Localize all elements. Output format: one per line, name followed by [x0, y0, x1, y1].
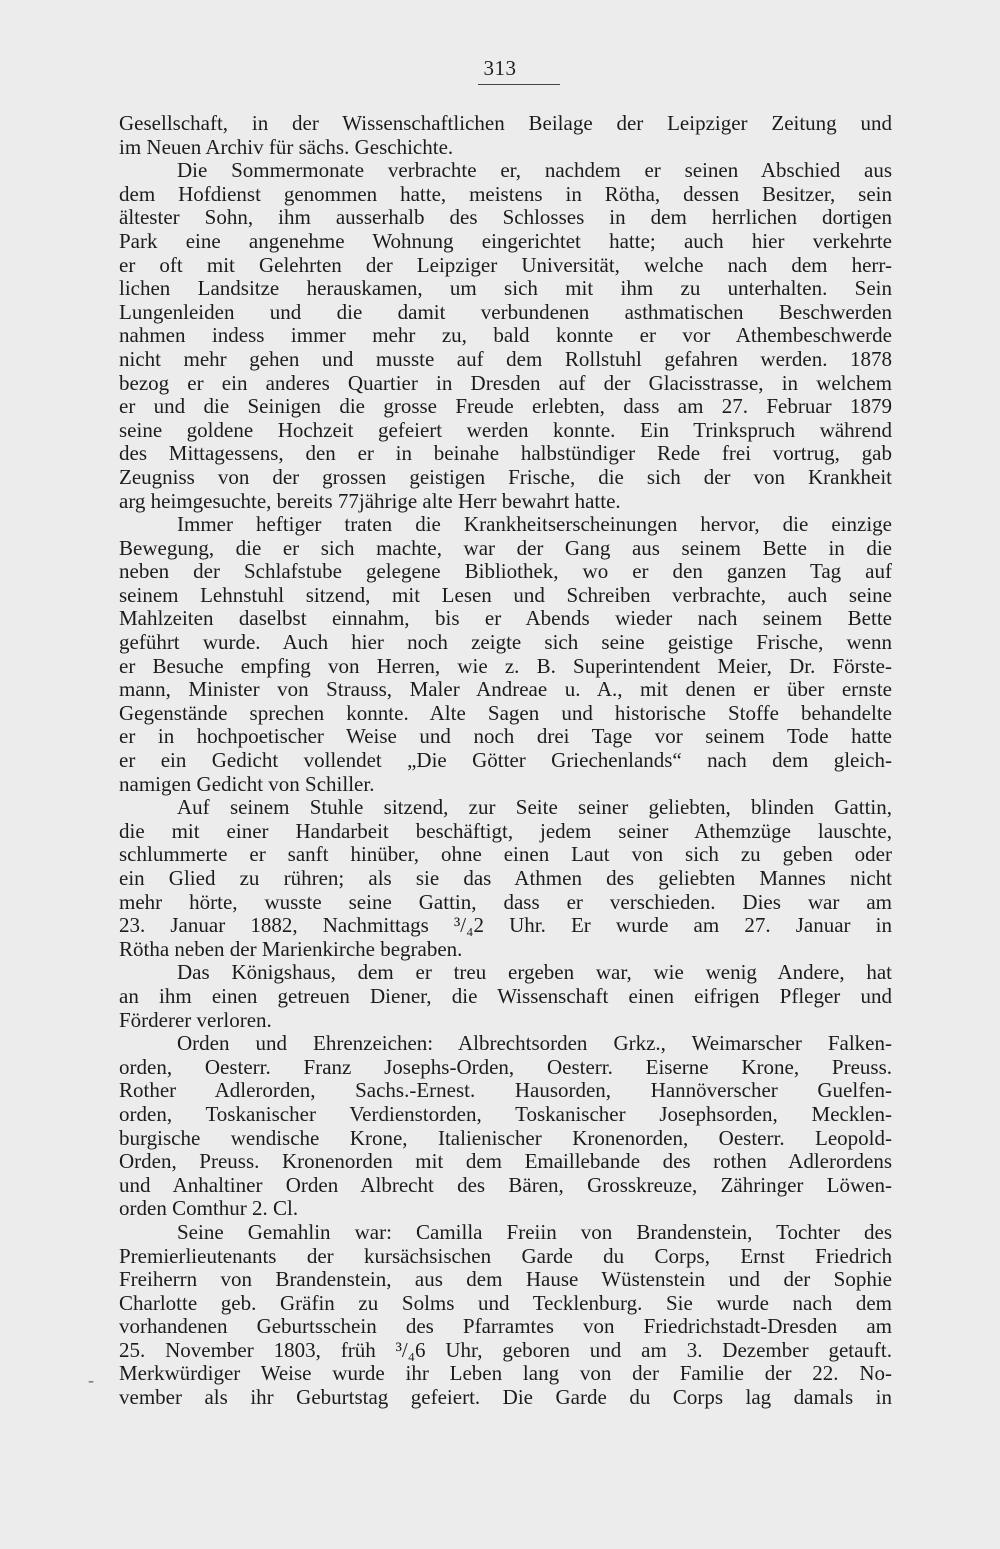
text-line: lichen Landsitze herauskamen, um sich mit ihm zu unterhalten. Sein — [119, 276, 892, 301]
text-line: er in hochpoetischer Weise und noch drei Tage vor seinem Tode hatte — [119, 724, 892, 749]
text-line: er Besuche empfing von Herren, wie z. B. Superintendent Meier, Dr. Förste- — [119, 653, 892, 678]
text-line: Gegenstände sprechen konnte. Alte Sagen und historische Stoffe behandelte — [119, 700, 892, 725]
text-body — [119, 112, 892, 1410]
text-line: nahmen indess immer mehr zu, bald konnte er vor Athembeschwerde — [119, 323, 892, 348]
text-line: Charlotte geb. Gräfin zu Solms und Tecklenburg. Sie wurde nach dem — [119, 1290, 892, 1315]
text-line: er und die Seinigen die grosse Freude erlebten, dass am 27. Februar 1879 — [119, 394, 892, 419]
text-line: neben der Schlafstube gelegene Bibliothek, wo er den ganzen Tag auf — [119, 559, 892, 584]
text-line: arg heimgesuchte, bereits 77jährige alte Herr bewahrt hatte. — [119, 488, 621, 513]
text-line: Seine Gemahlin war: Camilla Freiin von Brandenstein, Tochter des — [177, 1219, 892, 1244]
text-line: mann, Minister von Strauss, Maler Andreae u. A., mit denen er über ernste — [119, 677, 892, 702]
text-line: 25. November 1803, früh ³/₄6 Uhr, geboren und am 3. Dezember getauft. — [119, 1337, 892, 1362]
text-line: Zeugniss von der grossen geistigen Frische, die sich der von Krankheit — [119, 464, 892, 489]
text-line: Immer heftiger traten die Krankheitserscheinungen hervor, die einzige — [177, 512, 892, 537]
text-line: an ihm einen getreuen Diener, die Wissenschaft einen eifrigen Pfleger und — [119, 983, 892, 1008]
text-line: Mahlzeiten daselbst einnahm, bis er Abends wieder nach seinem Bette — [119, 606, 892, 631]
text-line: Orden, Preuss. Kronenorden mit dem Emaillebande des rothen Adlerordens — [119, 1149, 892, 1174]
text-line: Förderer verloren. — [119, 1007, 272, 1032]
text-line: Freiherrn von Brandenstein, aus dem Hause Wüstenstein und der Sophie — [119, 1267, 892, 1292]
text-line: seinem Lehnstuhl sitzend, mit Lesen und Schreiben verbrachte, auch seine — [119, 582, 892, 607]
text-line: Das Königshaus, dem er treu ergeben war, wie wenig Andere, hat — [177, 960, 892, 985]
text-line: er oft mit Gelehrten der Leipziger Universität, welche nach dem herr- — [119, 252, 892, 277]
page-number-rule — [478, 84, 560, 85]
text-line: Auf seinem Stuhle sitzend, zur Seite seiner geliebten, blinden Gattin, — [177, 795, 892, 820]
text-line: orden, Toskanischer Verdienstorden, Toskanischer Josephsorden, Mecklen- — [119, 1101, 892, 1126]
text-line: nicht mehr gehen und musste auf dem Rollstuhl gefahren werden. 1878 — [119, 346, 892, 371]
text-line: im Neuen Archiv für sächs. Geschichte. — [119, 134, 454, 159]
text-line: er ein Gedicht vollendet „Die Götter Griechenlands“ nach dem gleich- — [119, 748, 892, 773]
text-line: geführt wurde. Auch hier noch zeigte sich seine geistige Frische, wenn — [119, 630, 892, 655]
text-line: mehr hörte, wusste seine Gattin, dass er verschieden. Dies war am — [119, 889, 892, 914]
text-line: und Anhaltiner Orden Albrecht des Bären, Grosskreuze, Zähringer Löwen- — [119, 1172, 892, 1197]
text-line: Orden und Ehrenzeichen: Albrechtsorden Grkz., Weimarscher Falken- — [177, 1031, 892, 1056]
text-line: Bewegung, die er sich machte, war der Gang aus seinem Bette in die — [119, 535, 892, 560]
text-line: des Mittagessens, den er in beinahe halbstündiger Rede frei vortrug, gab — [119, 441, 892, 466]
text-line: die mit einer Handarbeit beschäftigt, jedem seiner Athemzüge lauschte, — [119, 818, 892, 843]
text-line: seine goldene Hochzeit gefeiert werden konnte. Ein Trinkspruch während — [119, 417, 892, 442]
text-line: Lungenleiden und die damit verbundenen asthmatischen Beschwerden — [119, 299, 892, 324]
text-line: ältester Sohn, ihm ausserhalb des Schlosses in dem herrlichen dortigen — [119, 205, 892, 230]
text-line: 23. Januar 1882, Nachmittags ³/₄2 Uhr. Er wurde am 27. Januar in — [119, 913, 892, 938]
text-line: Rötha neben der Marienkirche begraben. — [119, 936, 463, 961]
text-line: vorhandenen Geburtsschein des Pfarramtes von Friedrichstadt-Dresden am — [119, 1314, 892, 1339]
text-line: namigen Gedicht von Schiller. — [119, 771, 375, 796]
margin-mark: - — [88, 1370, 94, 1390]
text-line: Merkwürdiger Weise wurde ihr Leben lang von der Familie der 22. No- — [119, 1361, 892, 1386]
text-line: ein Glied zu rühren; als sie das Athmen des geliebten Mannes nicht — [119, 866, 892, 890]
text-line: schlummerte er sanft hinüber, ohne einen Laut von sich zu geben oder — [119, 842, 892, 867]
text-line: burgische wendische Krone, Italienischer Kronenorden, Oesterr. Leopold- — [119, 1125, 892, 1150]
text-line: Premierlieutenants der kursächsischen Garde du Corps, Ernst Friedrich — [119, 1243, 892, 1268]
page-number: 313 — [483, 56, 517, 80]
text-line: vember als ihr Geburtstag gefeiert. Die Garde du Corps lag damals in — [119, 1385, 892, 1410]
text-line: Park eine angenehme Wohnung eingerichtet hatte; auch hier verkehrte — [119, 228, 892, 253]
text-line: Die Sommermonate verbrachte er, nachdem er seinen Abschied aus — [177, 158, 892, 183]
text-line: orden Comthur 2. Cl. — [119, 1196, 299, 1221]
text-line: dem Hofdienst genommen hatte, meistens in Rötha, dessen Besitzer, sein — [119, 181, 892, 206]
text-line: Gesellschaft, in der Wissenschaftlichen Beilage der Leipziger Zeitung und — [119, 111, 892, 135]
text-line: bezog er ein anderes Quartier in Dresden auf der Glacisstrasse, in welchem — [119, 370, 892, 395]
text-line: Rother Adlerorden, Sachs.-Ernest. Hausorden, Hannöverscher Guelfen- — [119, 1078, 892, 1103]
text-line: orden, Oesterr. Franz Josephs-Orden, Oesterr. Eiserne Krone, Preuss. — [119, 1054, 892, 1079]
